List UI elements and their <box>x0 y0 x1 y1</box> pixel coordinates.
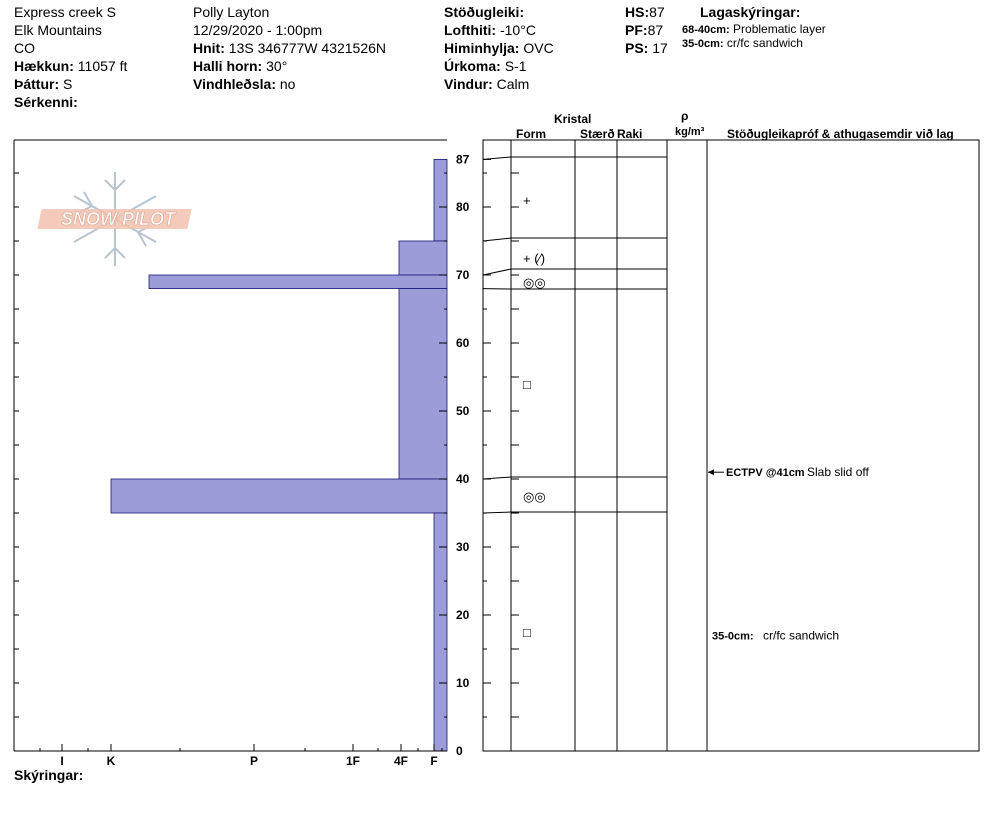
hardness-bar-4 <box>111 479 447 513</box>
hardness-label-I: I <box>60 754 64 768</box>
depth-ticks <box>439 152 519 758</box>
depth-label-50: 50 <box>456 404 470 418</box>
sky-label: Himinhylja: <box>444 40 520 56</box>
comment-text-0: cr/fc sandwich <box>763 628 840 643</box>
hardness-label-1F: 1F <box>345 754 361 768</box>
hardness-bar-1 <box>399 241 447 275</box>
depth-label-0: 0 <box>456 744 463 758</box>
aspect-value: S <box>63 76 73 92</box>
hs-label: HS: <box>625 4 650 20</box>
precip-value: S-1 <box>504 58 527 74</box>
hardness-bar-2 <box>149 275 447 289</box>
air-temp-label: Lofthiti: <box>444 22 497 38</box>
sky-value: OVC <box>523 40 554 56</box>
test-comment-0: Slab slid off <box>807 465 869 480</box>
coords-label: Hnit: <box>193 40 225 56</box>
wind-label: Vindur: <box>444 76 493 92</box>
location-name: Express creek S <box>14 4 116 20</box>
crystal-symbol-0: + <box>523 193 531 209</box>
air-temp-value: -10°C <box>499 22 536 38</box>
observation-datetime: 12/29/2020 - 1:00pm <box>193 22 323 38</box>
layer-columns <box>483 140 979 751</box>
depth-label-40: 40 <box>456 472 470 486</box>
test-arrowhead <box>708 469 714 475</box>
tests-header: Stöðugleikapróf & athugasemdir við lag <box>727 127 954 141</box>
notes-label: Skýringar: <box>14 767 84 783</box>
crystal-symbol-4: ◎◎ <box>523 489 546 504</box>
layer-table-frame <box>483 140 979 751</box>
logo-text: SNOW PILOT <box>61 209 175 229</box>
wind-value: Calm <box>496 76 530 92</box>
crystal-symbol-5: □ <box>523 625 531 640</box>
wind-loading-label: Vindhleðsla: <box>193 76 276 92</box>
hardness-bar-0 <box>434 159 447 241</box>
size-header: Stærð <box>580 127 615 141</box>
moisture-header: Raki <box>617 127 643 141</box>
pf-label: PF: <box>625 22 648 38</box>
depth-label-70: 70 <box>456 268 470 282</box>
hardness-label-4F: 4F <box>393 754 409 768</box>
pf-value: 87 <box>647 22 664 38</box>
form-header: Form <box>516 127 546 141</box>
elevation-label: Hækkun: <box>14 58 74 74</box>
hardness-label-P: P <box>249 754 259 768</box>
crystal-symbol-3: □ <box>523 376 531 392</box>
depth-label-60: 60 <box>456 336 470 350</box>
crystal-header: Kristal <box>554 112 592 126</box>
precip-label: Úrkoma: <box>444 58 501 74</box>
depth-label-80: 80 <box>456 200 470 214</box>
density-unit-header: kg/m³ <box>675 126 705 138</box>
slope-value: 30° <box>266 58 288 74</box>
crystal-symbols <box>523 193 546 640</box>
ps-value: 17 <box>652 40 668 56</box>
depth-label-20: 20 <box>456 608 470 622</box>
layer-note-range: 68-40cm: <box>682 24 730 36</box>
crystal-symbol-2: ◎◎ <box>523 274 546 290</box>
state: CO <box>14 40 35 56</box>
stability-label: Stöðugleiki: <box>444 4 525 20</box>
hs-value: 87 <box>649 4 665 20</box>
observer-name: Polly Layton <box>193 4 270 20</box>
ps-label: PS: <box>625 40 649 56</box>
layer-note-text: cr/fc sandwich <box>726 36 803 50</box>
coords-value: 13S 346777W 4321526N <box>228 40 387 56</box>
depth-label-30: 30 <box>456 540 470 554</box>
test-code-0: ECTPV @41cm <box>726 467 805 480</box>
layer-notes-title: Lagaskýringar: <box>700 4 801 20</box>
wind-loading-value: no <box>279 76 296 92</box>
layer-note-text: Problematic layer <box>733 22 826 36</box>
depth-label-87: 87 <box>456 152 470 167</box>
features-label: Sérkenni: <box>14 94 78 110</box>
hardness-profile <box>111 159 447 751</box>
elevation-value: 11057 ft <box>77 58 128 74</box>
slope-label: Halli horn: <box>193 58 263 74</box>
crystal-symbol-1: + (⁄) <box>523 251 546 266</box>
mountain-range: Elk Mountains <box>14 22 102 38</box>
hardness-label-K: K <box>106 754 116 768</box>
test-annotations <box>708 465 869 642</box>
layer-note-range: 35-0cm: <box>682 38 724 50</box>
hardness-bar-3 <box>399 289 447 479</box>
depth-label-10: 10 <box>456 676 470 690</box>
snowpilot-logo <box>37 172 191 266</box>
rho-header: ρ <box>681 109 689 123</box>
chart-axes <box>14 140 447 768</box>
aspect-label: Þáttur: <box>14 76 60 92</box>
hardness-label-F: F <box>430 754 438 768</box>
hardness-bar-5 <box>434 513 447 751</box>
comment-range-0: 35-0cm: <box>712 630 754 643</box>
